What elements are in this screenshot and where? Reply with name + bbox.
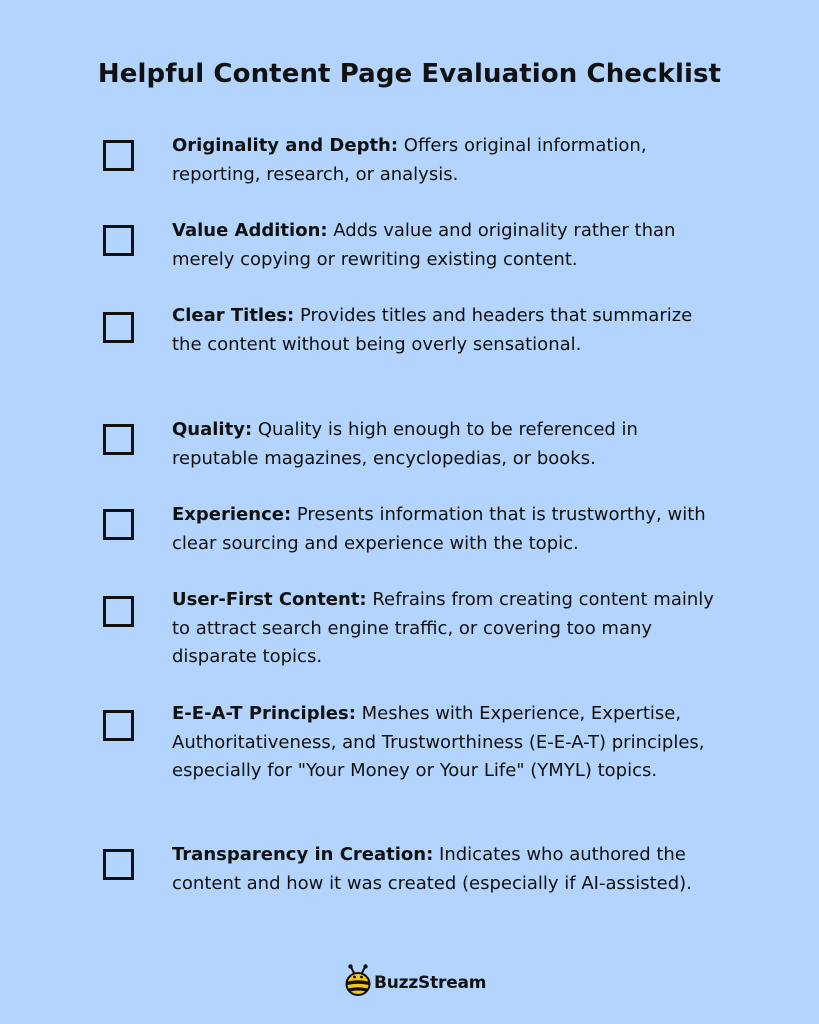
checklist-item-label: Transparency in Creation: (172, 844, 434, 865)
checklist-item-text (172, 132, 720, 189)
checklist-item-description: Indicates who authored the content and how it was created (especially if AI-assisted). (172, 844, 692, 894)
checklist-item-text (172, 586, 720, 672)
checklist-item-label: User-First Content: (172, 589, 367, 610)
checkbox[interactable] (103, 849, 134, 880)
checklist-item-description: Provides titles and headers that summarize the content without being overly sensational. (172, 305, 693, 355)
logo-text: BuzzStream (374, 973, 487, 993)
checkbox[interactable] (103, 225, 134, 256)
checklist-item-text (172, 501, 720, 558)
checklist-item-label: Quality: (172, 419, 253, 440)
page-title: Helpful Content Page Evaluation Checklist (97, 59, 722, 89)
checkbox[interactable] (103, 424, 134, 455)
checklist-item-label: E-E-A-T Principles: (172, 703, 356, 724)
checklist-item-text (172, 841, 720, 898)
checklist-item-text (172, 302, 720, 359)
checklist-item-description: Adds value and originality rather than merely copying or rewriting existing content. (172, 220, 676, 270)
checklist-item-description: Offers original information, reporting, research, or analysis. (172, 135, 647, 185)
checklist-item-label: Originality and Depth: (172, 135, 399, 156)
checkbox[interactable] (103, 596, 134, 627)
checklist-item-text (172, 217, 720, 274)
checklist-item-description: Presents information that is trustworthy, with clear sourcing and experience with the topic. (172, 504, 706, 554)
checkbox[interactable] (103, 312, 134, 343)
checklist-item-text (172, 700, 720, 786)
checklist-item-text (172, 416, 720, 473)
checklist-item-description: Refrains from creating content mainly to attract search engine traffic, or covering too many disparate topics. (172, 589, 714, 667)
checklist-item-label: Experience: (172, 504, 292, 525)
checklist-item-description: Meshes with Experience, Expertise, Authoritativeness, and Trustworthiness (E-E-A-T) principles, especially for "Your Money or Your Life" (YMYL) topics. (172, 703, 705, 781)
checkbox[interactable] (103, 509, 134, 540)
checklist-item-label: Clear Titles: (172, 305, 295, 326)
checklist-item-description: Quality is high enough to be referenced in reputable magazines, encyclopedias, or books. (172, 419, 638, 469)
checkbox[interactable] (103, 710, 134, 741)
checklist-item-label: Value Addition: (172, 220, 328, 241)
bee-icon (345, 963, 371, 997)
buzzstream-logo (345, 963, 486, 997)
checkbox[interactable] (103, 140, 134, 171)
